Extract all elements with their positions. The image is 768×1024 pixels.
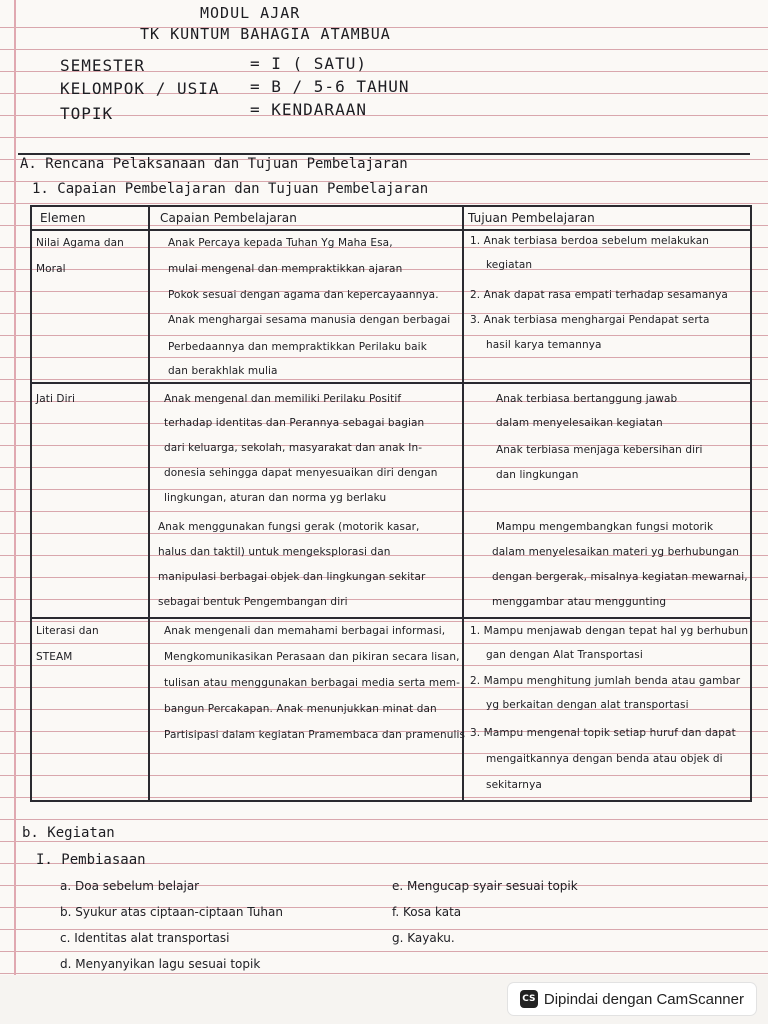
row2-capaian-line8: manipulasi berbagai objek dan lingkungan sekitar <box>158 571 426 583</box>
semester-value: = I ( SATU) <box>250 54 367 73</box>
row3-tujuan-line7: sekitarnya <box>486 779 542 791</box>
row3-tujuan-line2: gan dengan Alat Transportasi <box>486 649 643 661</box>
row2-capaian-line5: lingkungan, aturan dan norma yg berlaku <box>164 492 387 504</box>
row3-tujuan-line3: 2. Mampu menghitung jumlah benda atau gambar <box>470 675 741 687</box>
row1-capaian-line3: Pokok sesuai dengan agama dan kepercayaannya. <box>168 289 439 301</box>
row2-capaian-line9: sebagai bentuk Pengembangan diri <box>158 596 348 608</box>
kelompok-value: = B / 5-6 TAHUN <box>250 77 410 96</box>
school-name: TK KUNTUM BAHAGIA ATAMBUA <box>140 25 391 43</box>
topik-label: TOPIK <box>60 104 114 123</box>
row1-tujuan-line4: 3. Anak terbiasa menghargai Pendapat serta <box>470 314 710 326</box>
row2-tujuan-line8: menggambar atau menggunting <box>492 596 667 608</box>
col-divider-1 <box>148 205 150 801</box>
header-elemen: Elemen <box>40 211 86 225</box>
module-title: MODUL AJAR <box>200 4 301 22</box>
topik-value: = KENDARAAN <box>250 100 367 119</box>
row2-tujuan-line2: dalam menyelesaikan kegiatan <box>496 417 663 429</box>
activity-item-e: e. Mengucap syair sesuai topik <box>392 879 578 893</box>
section-a-subtitle: 1. Capaian Pembelajaran dan Tujuan Pembelajaran <box>32 181 429 197</box>
table-right-border <box>750 205 752 801</box>
row3-capaian-line2: Mengkomunikasikan Perasaan dan pikiran secara lisan, <box>164 651 460 663</box>
activity-item-d: d. Menyanyikan lagu sesuai topik <box>60 957 261 971</box>
row2-capaian-line4: donesia sehingga dapat menyesuaikan diri dengan <box>164 467 438 479</box>
margin-line <box>14 0 16 975</box>
row1-tujuan-line3: 2. Anak dapat rasa empati terhadap sesamanya <box>470 289 728 301</box>
row1-capaian-line4: Anak menghargai sesama manusia dengan berbagai <box>168 314 451 326</box>
section-a-title: A. Rencana Pelaksanaan dan Tujuan Pembelajaran <box>20 156 408 172</box>
activity-item-a: a. Doa sebelum belajar <box>60 879 200 893</box>
table-left-border <box>30 205 32 801</box>
scan-footer <box>0 975 768 1024</box>
section-b-title: b. Kegiatan <box>22 825 115 841</box>
row3-capaian-line1: Anak mengenali dan memahami berbagai informasi, <box>164 625 446 637</box>
row3-tujuan-line6: mengaitkannya dengan benda atau objek di <box>486 753 723 765</box>
section-b-subtitle: I. Pembiasaan <box>36 852 146 868</box>
row1-tujuan-line1: 1. Anak terbiasa berdoa sebelum melakukan <box>470 235 710 247</box>
row3-tujuan-line1: 1. Mampu menjawab dengan tepat hal yg berhubun <box>470 625 749 637</box>
col-divider-2 <box>462 205 464 801</box>
table-top-border <box>30 205 752 207</box>
row1-capaian-line2: mulai mengenal dan mempraktikkan ajaran <box>168 263 403 275</box>
row3-elemen-line1: Literasi dan <box>36 625 99 637</box>
table-bottom-border <box>30 800 752 802</box>
row2-capaian-line6: Anak menggunakan fungsi gerak (motorik kasar, <box>158 521 420 533</box>
activity-item-b: b. Syukur atas ciptaan-ciptaan Tuhan <box>60 905 283 919</box>
row3-elemen-line2: STEAM <box>36 651 73 663</box>
row3-capaian-line5: Partisipasi dalam kegiatan Pramembaca dan pramenulis <box>164 729 466 741</box>
row1-elemen-line2: Moral <box>36 263 66 275</box>
row-border-2 <box>30 617 752 619</box>
row2-capaian-line3: dari keluarga, sekolah, masyarakat dan anak In- <box>164 442 423 454</box>
row-border-1 <box>30 382 752 384</box>
row1-capaian-line1: Anak Percaya kepada Tuhan Yg Maha Esa, <box>168 237 393 249</box>
semester-label: SEMESTER <box>60 56 146 75</box>
camscanner-badge <box>508 983 756 1015</box>
header-capaian: Capaian Pembelajaran <box>160 211 297 225</box>
row2-elemen-line1: Jati Diri <box>36 393 76 405</box>
row2-capaian-line2: terhadap identitas dan Perannya sebagai bagian <box>164 417 425 429</box>
row2-tujuan-line5: Mampu mengembangkan fungsi motorik <box>496 521 714 533</box>
row3-capaian-line3: tulisan atau menggunakan berbagai media serta mem- <box>164 677 461 689</box>
activity-item-f: f. Kosa kata <box>392 905 462 919</box>
activity-item-c: c. Identitas alat transportasi <box>60 931 230 945</box>
row2-tujuan-line6: dalam menyelesaikan materi yg berhubungan <box>492 546 739 558</box>
camscanner-icon: CS <box>520 990 538 1008</box>
row3-capaian-line4: bangun Percakapan. Anak menunjukkan minat dan <box>164 703 437 715</box>
row3-tujuan-line4: yg berkaitan dengan alat transportasi <box>486 699 689 711</box>
row1-capaian-line5: Perbedaannya dan mempraktikkan Perilaku baik <box>168 341 427 353</box>
header-tujuan: Tujuan Pembelajaran <box>468 211 595 225</box>
activity-item-g: g. Kayaku. <box>392 931 455 945</box>
row1-elemen-line1: Nilai Agama dan <box>36 237 124 249</box>
row2-tujuan-line7: dengan bergerak, misalnya kegiatan mewarnai, <box>492 571 748 583</box>
row3-tujuan-line5: 3. Mampu mengenal topik setiap huruf dan dapat <box>470 727 736 739</box>
row2-capaian-line1: Anak mengenal dan memiliki Perilaku Positif <box>164 393 402 405</box>
row2-tujuan-line1: Anak terbiasa bertanggung jawab <box>496 393 678 405</box>
row1-capaian-line6: dan berakhlak mulia <box>168 365 278 377</box>
rule-top <box>18 153 750 155</box>
row2-tujuan-line3: Anak terbiasa menjaga kebersihan diri <box>496 444 703 456</box>
kelompok-label: KELOMPOK / USIA <box>60 79 220 98</box>
row2-tujuan-line4: dan lingkungan <box>496 469 579 481</box>
camscanner-label: Dipindai dengan CamScanner <box>543 990 744 1008</box>
row2-capaian-line7: halus dan taktil) untuk mengeksplorasi dan <box>158 546 391 558</box>
row1-tujuan-line5: hasil karya temannya <box>486 339 602 351</box>
row1-tujuan-line2: kegiatan <box>486 259 533 271</box>
table-header-border <box>30 229 752 231</box>
